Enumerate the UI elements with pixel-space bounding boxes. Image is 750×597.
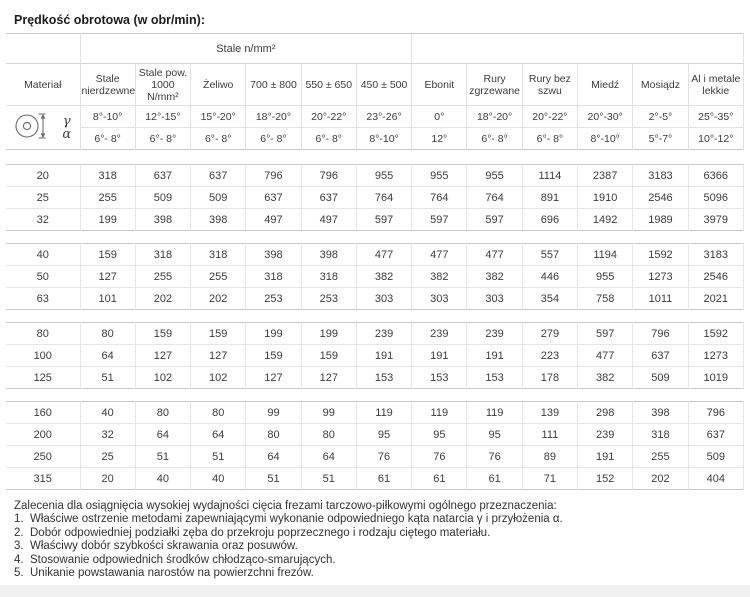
value-cell: 199 (80, 209, 135, 231)
note-text: Unikanie powstawania narostów na powierzchni frezów. (30, 567, 314, 580)
value-cell: 1910 (578, 187, 633, 209)
value-cell: 1592 (633, 244, 688, 266)
table-row (6, 209, 744, 231)
value-cell: 955 (356, 165, 411, 187)
alpha-angle-cell: 6°- 8° (246, 128, 301, 150)
column-header: Miedź (578, 64, 633, 106)
value-cell: 382 (467, 266, 522, 288)
value-cell: 64 (246, 446, 301, 468)
value-cell: 382 (412, 266, 467, 288)
value-cell: 127 (301, 367, 356, 389)
value-cell: 239 (412, 323, 467, 345)
note-item (14, 554, 750, 567)
steel-span-header: Stale n/mm² (80, 34, 412, 64)
value-cell: 557 (522, 244, 577, 266)
value-cell: 61 (412, 468, 467, 490)
value-cell: 354 (522, 288, 577, 310)
gamma-angle-cell: 20°-22° (522, 106, 577, 128)
bottom-strip (0, 585, 750, 597)
column-header: Al i metale lekkie (688, 64, 743, 106)
value-cell: 61 (467, 468, 522, 490)
value-cell: 1273 (633, 266, 688, 288)
value-cell: 318 (633, 424, 688, 446)
footer-note (14, 500, 750, 580)
value-cell: 51 (80, 367, 135, 389)
value-cell: 398 (135, 209, 190, 231)
header-top-row (6, 34, 744, 64)
table-row (6, 266, 744, 288)
table-row (6, 424, 744, 446)
value-cell: 32 (80, 424, 135, 446)
table-group (6, 401, 744, 490)
value-cell: 40 (191, 468, 246, 490)
page-title: Prędkość obrotowa (w obr/min): (14, 13, 205, 27)
value-cell: 89 (522, 446, 577, 468)
value-cell: 3183 (633, 165, 688, 187)
value-cell: 76 (412, 446, 467, 468)
column-header: Mosiądz (633, 64, 688, 106)
value-cell: 119 (412, 402, 467, 424)
value-cell: 71 (522, 468, 577, 490)
gamma-angle-cell: 25°-35° (688, 106, 743, 128)
alpha-angle-cell: 8°-10° (578, 128, 633, 150)
corner-cell (6, 34, 80, 64)
value-cell: 398 (246, 244, 301, 266)
value-cell: 159 (80, 244, 135, 266)
gamma-angle-cell: 23°-26° (356, 106, 411, 128)
gamma-angle-cell: 8°-10° (80, 106, 135, 128)
table-row (6, 187, 744, 209)
table-row (6, 402, 744, 424)
value-cell: 637 (688, 424, 743, 446)
value-cell: 1989 (633, 209, 688, 231)
value-cell: 199 (301, 323, 356, 345)
value-cell: 398 (301, 244, 356, 266)
footer-intro: Zalecenia dla osiągnięcia wysokiej wydajności cięcia frezami tarczowo-piłkowymi ogólnego przeznaczenia: (14, 500, 557, 512)
note-text: Stosowanie odpowiednich środków chłodząco-smarujących. (30, 553, 336, 566)
value-cell: 76 (356, 446, 411, 468)
value-cell: 191 (356, 345, 411, 367)
value-cell: 955 (578, 266, 633, 288)
blade-angle-cell (6, 106, 80, 150)
value-cell: 1011 (633, 288, 688, 310)
column-header-row (6, 64, 744, 106)
value-cell: 477 (467, 244, 522, 266)
diameter-cell: 63 (6, 288, 80, 310)
column-header: Stale pow. 1000 N/mm² (135, 64, 190, 106)
value-cell: 298 (578, 402, 633, 424)
value-cell: 102 (135, 367, 190, 389)
value-cell: 404 (688, 468, 743, 490)
blade-dimension-figure (7, 110, 79, 145)
note-item (14, 540, 750, 553)
value-cell: 159 (135, 323, 190, 345)
value-cell: 303 (467, 288, 522, 310)
speed-table (0, 33, 750, 490)
value-cell: 318 (246, 266, 301, 288)
value-cell: 127 (191, 345, 246, 367)
value-cell: 80 (246, 424, 301, 446)
footer-notes-list (14, 513, 750, 580)
gamma-angle-cell: 15°-20° (191, 106, 246, 128)
alpha-angle-cell: 6°- 8° (135, 128, 190, 150)
value-cell: 477 (578, 345, 633, 367)
gamma-angle-cell: 2°-5° (633, 106, 688, 128)
saw-blade-icon (14, 110, 58, 145)
value-cell: 509 (135, 187, 190, 209)
value-cell: 25 (80, 446, 135, 468)
value-cell: 80 (191, 402, 246, 424)
gamma-symbol: γ (62, 113, 71, 129)
value-cell: 127 (246, 367, 301, 389)
value-cell: 153 (467, 367, 522, 389)
value-cell: 637 (191, 165, 246, 187)
value-cell: 597 (356, 209, 411, 231)
value-cell: 497 (246, 209, 301, 231)
value-cell: 796 (633, 323, 688, 345)
value-cell: 51 (301, 468, 356, 490)
value-cell: 2546 (688, 266, 743, 288)
gamma-angle-cell: 12°-15° (135, 106, 190, 128)
value-cell: 6366 (688, 165, 743, 187)
value-cell: 597 (412, 209, 467, 231)
value-cell: 152 (578, 468, 633, 490)
diameter-cell: 160 (33, 406, 52, 419)
value-cell: 239 (578, 424, 633, 446)
value-cell: 509 (633, 367, 688, 389)
value-cell: 191 (412, 345, 467, 367)
value-cell: 253 (301, 288, 356, 310)
value-cell: 191 (578, 446, 633, 468)
value-cell: 64 (135, 424, 190, 446)
alpha-angle-cell: 10°-12° (688, 128, 743, 150)
value-cell: 1492 (578, 209, 633, 231)
column-header: Stale nierdzewne (80, 64, 135, 106)
value-cell: 159 (191, 323, 246, 345)
value-cell: 5096 (688, 187, 743, 209)
value-cell: 51 (246, 468, 301, 490)
value-cell: 127 (80, 266, 135, 288)
alpha-symbol: α (62, 126, 72, 142)
header-top-blank (412, 34, 744, 64)
value-cell: 202 (633, 468, 688, 490)
value-cell: 477 (356, 244, 411, 266)
header-table (6, 33, 744, 150)
diameter-cell: 250 (6, 446, 80, 468)
value-cell: 955 (467, 165, 522, 187)
note-item (14, 513, 750, 526)
material-header: Materiał (6, 64, 80, 106)
alpha-angle-cell: 5°-7° (633, 128, 688, 150)
value-cell: 497 (301, 209, 356, 231)
gamma-angle-cell: 18°-20° (246, 106, 301, 128)
value-cell: 597 (467, 209, 522, 231)
value-cell: 279 (522, 323, 577, 345)
value-cell: 2546 (633, 187, 688, 209)
value-cell: 446 (522, 266, 577, 288)
table-row (6, 288, 744, 310)
diameter-cell: 100 (6, 345, 80, 367)
note-item (14, 527, 750, 540)
alpha-angle-cell: 6°- 8° (80, 128, 135, 150)
alpha-angle-cell: 12° (412, 128, 467, 150)
value-cell: 796 (301, 165, 356, 187)
column-header: 550 ± 650 (301, 64, 356, 106)
value-cell: 178 (522, 367, 577, 389)
value-cell: 382 (578, 367, 633, 389)
value-cell: 159 (301, 345, 356, 367)
diameter-cell: 80 (36, 327, 49, 340)
value-cell: 318 (191, 244, 246, 266)
value-cell: 51 (135, 446, 190, 468)
gamma-angle-cell: 20°-22° (301, 106, 356, 128)
value-cell: 64 (301, 446, 356, 468)
value-cell: 99 (301, 402, 356, 424)
alpha-row (6, 128, 744, 150)
value-cell: 199 (246, 323, 301, 345)
value-cell: 509 (688, 446, 743, 468)
value-cell: 303 (356, 288, 411, 310)
note-text: Dobór odpowiedniej podziałki zęba do przekroju poprzecznego i rodzaju ciętego materiału. (30, 526, 491, 539)
value-cell: 20 (80, 468, 135, 490)
value-cell: 202 (135, 288, 190, 310)
value-cell: 1194 (578, 244, 633, 266)
diameter-cell: 25 (6, 187, 80, 209)
value-cell: 253 (246, 288, 301, 310)
value-cell: 102 (191, 367, 246, 389)
value-cell: 255 (191, 266, 246, 288)
value-cell: 1114 (522, 165, 577, 187)
column-header: Rury zgrzewane (467, 64, 522, 106)
gamma-angle-cell: 18°-20° (467, 106, 522, 128)
column-header: Rury bez szwu (522, 64, 577, 106)
table-row (6, 323, 744, 345)
note-number: 4. (14, 553, 24, 566)
value-cell: 95 (467, 424, 522, 446)
value-cell: 891 (522, 187, 577, 209)
value-cell: 637 (633, 345, 688, 367)
value-cell: 2021 (688, 288, 743, 310)
value-cell: 637 (135, 165, 190, 187)
value-cell: 153 (356, 367, 411, 389)
value-cell: 61 (356, 468, 411, 490)
column-header: Ebonit (412, 64, 467, 106)
column-header: 450 ± 500 (356, 64, 411, 106)
value-cell: 80 (80, 323, 135, 345)
angle-symbols (62, 115, 71, 141)
value-cell: 64 (80, 345, 135, 367)
value-cell: 223 (522, 345, 577, 367)
value-cell: 509 (191, 187, 246, 209)
column-header: 700 ± 800 (246, 64, 301, 106)
table-row (6, 345, 744, 367)
value-cell: 95 (356, 424, 411, 446)
value-cell: 1019 (688, 367, 743, 389)
value-cell: 80 (301, 424, 356, 446)
value-cell: 764 (467, 187, 522, 209)
value-cell: 95 (412, 424, 467, 446)
value-cell: 255 (135, 266, 190, 288)
value-cell: 40 (80, 402, 135, 424)
value-cell: 51 (191, 446, 246, 468)
value-cell: 955 (412, 165, 467, 187)
value-cell: 1273 (688, 345, 743, 367)
value-cell: 40 (135, 468, 190, 490)
note-number: 3. (14, 540, 24, 553)
value-cell: 80 (135, 402, 190, 424)
value-cell: 111 (522, 424, 577, 446)
value-cell: 398 (633, 402, 688, 424)
alpha-angle-cell: 8°-10° (356, 128, 411, 150)
alpha-angle-cell: 6°- 8° (522, 128, 577, 150)
value-cell: 3979 (688, 209, 743, 231)
value-cell: 239 (467, 323, 522, 345)
value-cell: 398 (191, 209, 246, 231)
value-cell: 758 (578, 288, 633, 310)
value-cell: 159 (246, 345, 301, 367)
value-cell: 255 (633, 446, 688, 468)
table-group (6, 164, 744, 231)
value-cell: 101 (80, 288, 135, 310)
gamma-angle-cell: 0° (412, 106, 467, 128)
value-cell: 1592 (688, 323, 743, 345)
value-cell: 318 (135, 244, 190, 266)
note-text: Właściwy dobór szybkości skrawania oraz posuwów. (30, 540, 298, 553)
value-cell: 597 (578, 323, 633, 345)
value-cell: 318 (301, 266, 356, 288)
table-row (6, 446, 744, 468)
value-cell: 127 (135, 345, 190, 367)
value-cell: 255 (80, 187, 135, 209)
value-cell: 637 (301, 187, 356, 209)
value-cell: 119 (467, 402, 522, 424)
alpha-angle-cell: 6°- 8° (301, 128, 356, 150)
diameter-cell: 40 (36, 248, 49, 261)
alpha-angle-cell: 6°- 8° (191, 128, 246, 150)
table-row (6, 468, 744, 490)
value-cell: 64 (191, 424, 246, 446)
value-cell: 764 (356, 187, 411, 209)
value-cell: 796 (246, 165, 301, 187)
gamma-angle-cell: 20°-30° (578, 106, 633, 128)
diameter-cell: 20 (36, 169, 49, 182)
note-text: Właściwe ostrzenie metodami zapewniającymi wykonanie odpowiedniego kąta natarcia γ i przyłożenia α. (30, 513, 563, 526)
gamma-row (6, 106, 744, 128)
value-cell: 76 (467, 446, 522, 468)
value-cell: 191 (467, 345, 522, 367)
value-cell: 139 (522, 402, 577, 424)
note-item (14, 567, 750, 580)
value-cell: 796 (688, 402, 743, 424)
table-row (6, 165, 744, 187)
diameter-cell: 315 (6, 468, 80, 490)
value-cell: 153 (412, 367, 467, 389)
value-cell: 119 (356, 402, 411, 424)
value-cell: 202 (191, 288, 246, 310)
diameter-cell: 200 (6, 424, 80, 446)
note-number: 1. (14, 513, 24, 526)
value-cell: 3183 (688, 244, 743, 266)
diameter-cell: 125 (6, 367, 80, 389)
value-cell: 382 (356, 266, 411, 288)
value-cell: 239 (356, 323, 411, 345)
table-group (6, 243, 744, 310)
value-cell: 2387 (578, 165, 633, 187)
table-row (6, 244, 744, 266)
note-number: 5. (14, 567, 24, 580)
value-cell: 318 (80, 165, 135, 187)
alpha-angle-cell: 6°- 8° (467, 128, 522, 150)
value-cell: 477 (412, 244, 467, 266)
value-cell: 303 (412, 288, 467, 310)
diameter-cell: 32 (6, 209, 80, 231)
note-number: 2. (14, 526, 24, 539)
value-cell: 696 (522, 209, 577, 231)
column-header: Żeliwo (191, 64, 246, 106)
value-cell: 99 (246, 402, 301, 424)
table-row (6, 367, 744, 389)
table-group (6, 322, 744, 389)
value-cell: 764 (412, 187, 467, 209)
diameter-cell: 50 (6, 266, 80, 288)
value-cell: 637 (246, 187, 301, 209)
